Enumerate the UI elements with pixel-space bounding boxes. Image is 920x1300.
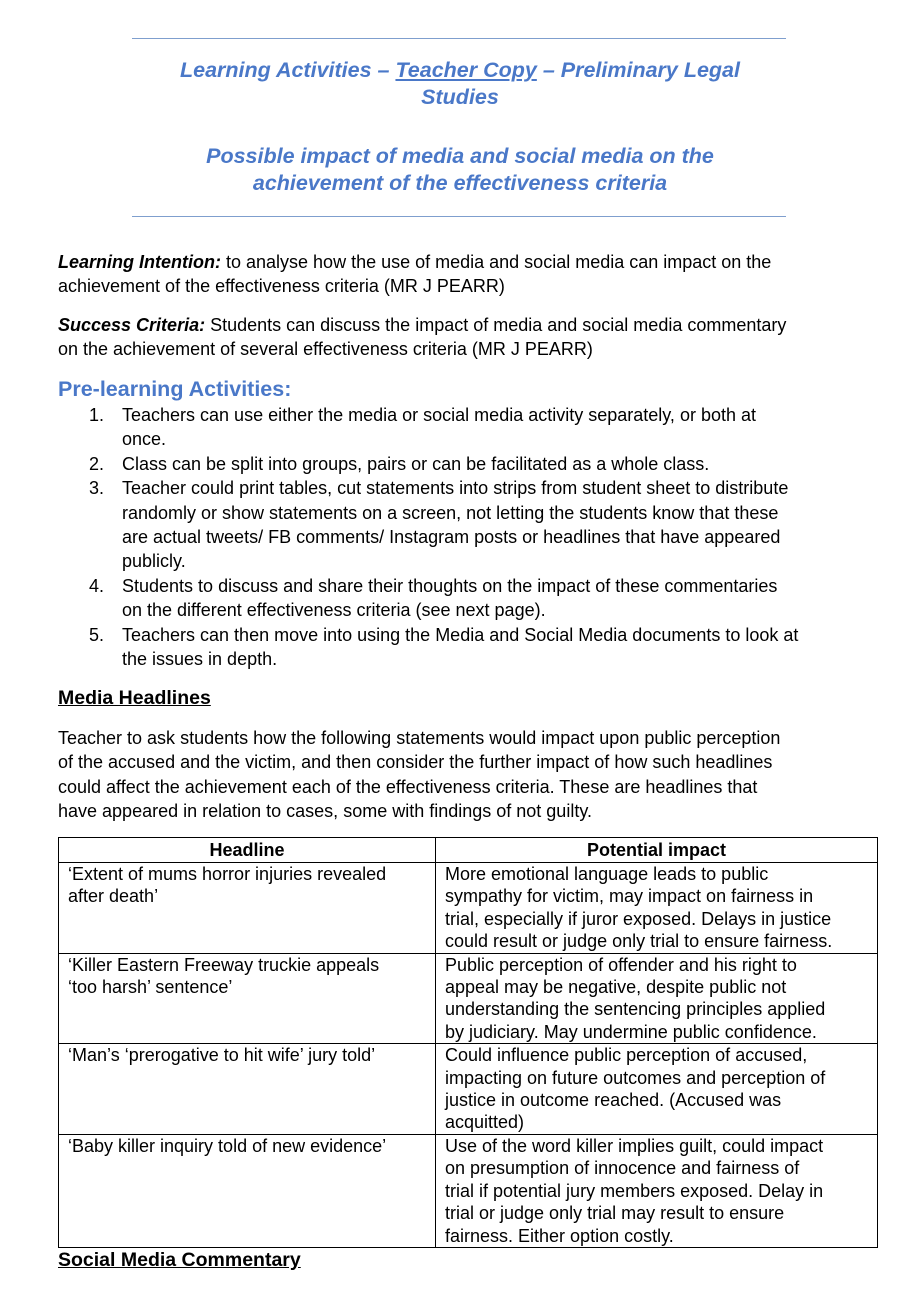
table-row xyxy=(59,1134,878,1247)
list-item-text: randomly or show statements on a screen, not letting the students know that these xyxy=(122,502,779,523)
list-item xyxy=(58,623,868,672)
list-item xyxy=(58,574,868,623)
list-item xyxy=(58,403,868,452)
top-divider xyxy=(132,38,786,39)
cell-line: Public perception of offender and his right to xyxy=(445,954,797,975)
headline-cell xyxy=(59,1134,436,1247)
cell-line: could result or judge only trial to ensure fairness. xyxy=(445,931,833,952)
bottom-divider xyxy=(132,216,786,217)
list-item-text: Teachers can use either the media or social media activity separately, or both at xyxy=(122,405,756,425)
impact-cell xyxy=(436,1044,878,1135)
table-row xyxy=(59,863,878,954)
success-criteria-label: Success Criteria: xyxy=(58,315,206,335)
list-item-text: publicly. xyxy=(122,551,186,572)
table-header-row xyxy=(59,838,878,863)
list-item-number: 3. xyxy=(89,478,105,499)
media-intro-line: have appeared in relation to cases, some with findings of not guilty. xyxy=(58,801,592,822)
media-intro-line: of the accused and the victim, and then consider the further impact of how such headlines xyxy=(58,752,773,773)
title-part-2: – Preliminary Legal xyxy=(536,58,740,82)
prelearning-heading: Pre-learning Activities: xyxy=(58,377,292,401)
cell-line: ‘Man’s ‘prerogative to hit wife’ jury told’ xyxy=(68,1045,376,1066)
cell-line: More emotional language leads to public xyxy=(445,864,769,884)
cell-line: fairness. Either option costly. xyxy=(445,1225,674,1246)
media-intro-line: Teacher to ask students how the following statements would impact upon public perception xyxy=(58,728,781,748)
headline-cell xyxy=(59,953,436,1044)
cell-line: ‘too harsh’ sentence’ xyxy=(68,977,233,998)
list-item-text: are actual tweets/ FB comments/ Instagram posts or headlines that have appeared xyxy=(122,527,781,548)
list-item-text: on the different effectiveness criteria (see next page). xyxy=(122,600,546,621)
success-criteria-text-1: Students can discuss the impact of media and social media commentary xyxy=(205,315,787,335)
page-title xyxy=(130,57,790,111)
list-item-number: 2. xyxy=(89,453,105,474)
list-item-number: 4. xyxy=(89,575,105,596)
cell-line: ‘Killer Eastern Freeway truckie appeals xyxy=(68,954,380,975)
media-intro xyxy=(58,726,858,824)
list-item xyxy=(58,476,868,574)
cell-line: acquitted) xyxy=(445,1112,525,1133)
list-item-text: Teacher could print tables, cut statements into strips from student sheet to distribute xyxy=(122,478,789,499)
learning-intention-label: Learning Intention: xyxy=(58,252,221,272)
media-intro-line: could affect the achievement each of the effectiveness criteria. These are headlines that xyxy=(58,776,758,797)
impact-cell xyxy=(436,953,878,1044)
learning-intention-text-1: to analyse how the use of media and social media can impact on the xyxy=(220,252,772,272)
column-header-impact: Potential impact xyxy=(436,838,878,863)
list-item-text: Teachers can then move into using the Media and Social Media documents to look at xyxy=(122,624,799,645)
list-item-number: 1. xyxy=(89,405,105,425)
cell-line: Could influence public perception of accused, xyxy=(445,1045,808,1066)
list-item xyxy=(58,452,868,476)
column-header-headline: Headline xyxy=(59,838,436,863)
prelearning-list xyxy=(58,403,868,671)
list-item-number: 5. xyxy=(89,624,105,645)
cell-line: sympathy for victim, may impact on fairness in xyxy=(445,886,814,907)
success-criteria xyxy=(58,313,858,361)
headline-cell xyxy=(59,1044,436,1135)
subtitle-line-1: Possible impact of media and social media on the xyxy=(206,144,714,168)
page-subtitle xyxy=(130,143,790,197)
cell-line: trial, especially if juror exposed. Delays in justice xyxy=(445,908,832,929)
cell-line: trial if potential jury members exposed. Delay in xyxy=(445,1180,824,1201)
list-item-text: Students to discuss and share their thoughts on the impact of these commentaries xyxy=(122,575,778,596)
impact-cell xyxy=(436,1134,878,1247)
headlines-table xyxy=(58,837,878,1248)
subtitle-line-2: achievement of the effectiveness criteria xyxy=(252,171,668,195)
list-item-text: once. xyxy=(122,429,167,450)
title-teacher-copy: Teacher Copy xyxy=(395,58,537,82)
cell-line: by judiciary. May undermine public confidence. xyxy=(445,1021,817,1042)
learning-intention-text-2: achievement of the effectiveness criteria (MR J PEARR) xyxy=(58,276,505,296)
title-line-2: Studies xyxy=(421,85,499,109)
cell-line: Use of the word killer implies guilt, could impact xyxy=(445,1135,824,1156)
cell-line: impacting on future outcomes and perception of xyxy=(445,1067,826,1088)
table-row xyxy=(59,1044,878,1135)
cell-line: ‘Extent of mums horror injuries revealed xyxy=(68,864,387,884)
title-part-1: Learning Activities – xyxy=(179,58,396,82)
cell-line: trial or judge only trial may result to ensure xyxy=(445,1203,785,1224)
social-media-heading: Social Media Commentary xyxy=(58,1249,301,1271)
table-row xyxy=(59,953,878,1044)
success-criteria-text-2: on the achievement of several effectiveness criteria (MR J PEARR) xyxy=(58,339,593,359)
cell-line: understanding the sentencing principles applied xyxy=(445,999,826,1020)
cell-line: justice in outcome reached. (Accused was xyxy=(445,1090,782,1111)
impact-cell xyxy=(436,863,878,954)
list-item-text: Class can be split into groups, pairs or can be facilitated as a whole class. xyxy=(122,453,710,474)
learning-intention xyxy=(58,250,858,298)
list-item-text: the issues in depth. xyxy=(122,649,278,670)
media-headlines-heading: Media Headlines xyxy=(58,687,211,709)
headline-cell xyxy=(59,863,436,954)
cell-line: after death’ xyxy=(68,886,159,907)
cell-line: appeal may be negative, despite public not xyxy=(445,977,787,998)
cell-line: on presumption of innocence and fairness of xyxy=(445,1158,800,1179)
cell-line: ‘Baby killer inquiry told of new evidence’ xyxy=(68,1135,387,1156)
